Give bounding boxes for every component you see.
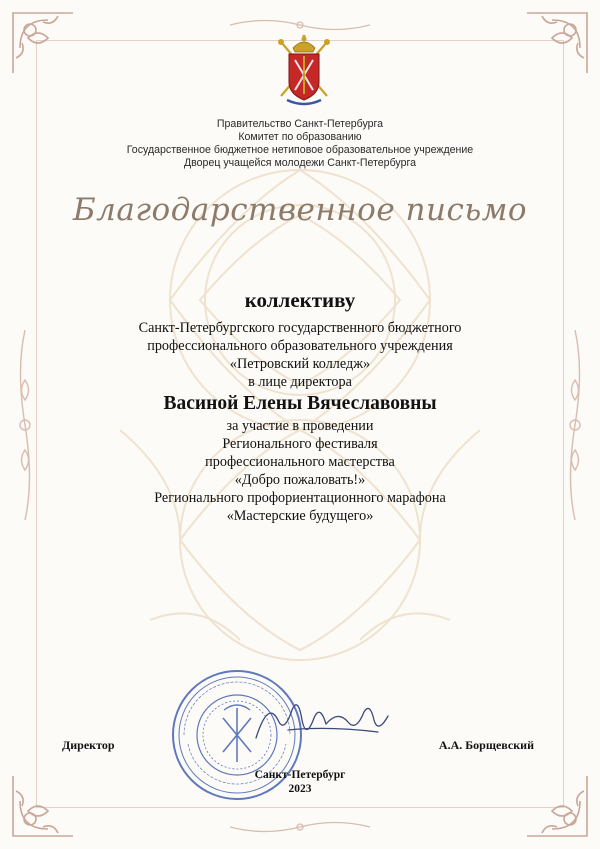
body-line: «Петровский колледж» bbox=[229, 356, 371, 372]
organization-header bbox=[0, 118, 600, 170]
body-line: за участие в проведении bbox=[226, 418, 374, 434]
body-line: Регионального профориентационного марафона bbox=[154, 490, 446, 506]
signature-icon bbox=[248, 690, 398, 750]
person-name: Васиной Елены Вячеславовны bbox=[163, 393, 437, 414]
coat-of-arms-icon bbox=[273, 34, 335, 108]
top-ornament bbox=[230, 16, 370, 34]
corner-ornament bbox=[522, 8, 592, 78]
body-line: в лице директора bbox=[248, 374, 352, 390]
header-line: Правительство Санкт-Петербурга bbox=[216, 118, 384, 130]
signatory-role: Директор bbox=[62, 738, 115, 752]
place-and-date bbox=[0, 768, 600, 796]
header-line: Государственное бюджетное нетиповое образовательное учреждение bbox=[126, 144, 474, 156]
bottom-ornament bbox=[230, 818, 370, 836]
body-line: «Мастерские будущего» bbox=[226, 508, 374, 524]
header-line: Комитет по образованию bbox=[238, 131, 362, 143]
body-line: Регионального фестиваля bbox=[222, 436, 378, 452]
body-line: «Добро пожаловать!» bbox=[234, 472, 366, 488]
body-line: профессионального образовательного учреждения bbox=[147, 338, 453, 354]
body-line: Санкт-Петербургского государственного бюджетного bbox=[138, 320, 462, 336]
year: 2023 bbox=[288, 783, 312, 795]
city: Санкт-Петербург bbox=[254, 769, 346, 781]
body-line: профессионального мастерства bbox=[205, 454, 395, 470]
recipient: коллективу bbox=[244, 288, 356, 312]
letter-body bbox=[0, 319, 600, 525]
header-line: Дворец учащейся молодежи Санкт-Петербурга bbox=[183, 157, 416, 169]
signatory-name: А.А. Борщевский bbox=[438, 738, 534, 752]
corner-ornament bbox=[8, 8, 78, 78]
document-title: Благодарственное письмо bbox=[72, 192, 528, 228]
